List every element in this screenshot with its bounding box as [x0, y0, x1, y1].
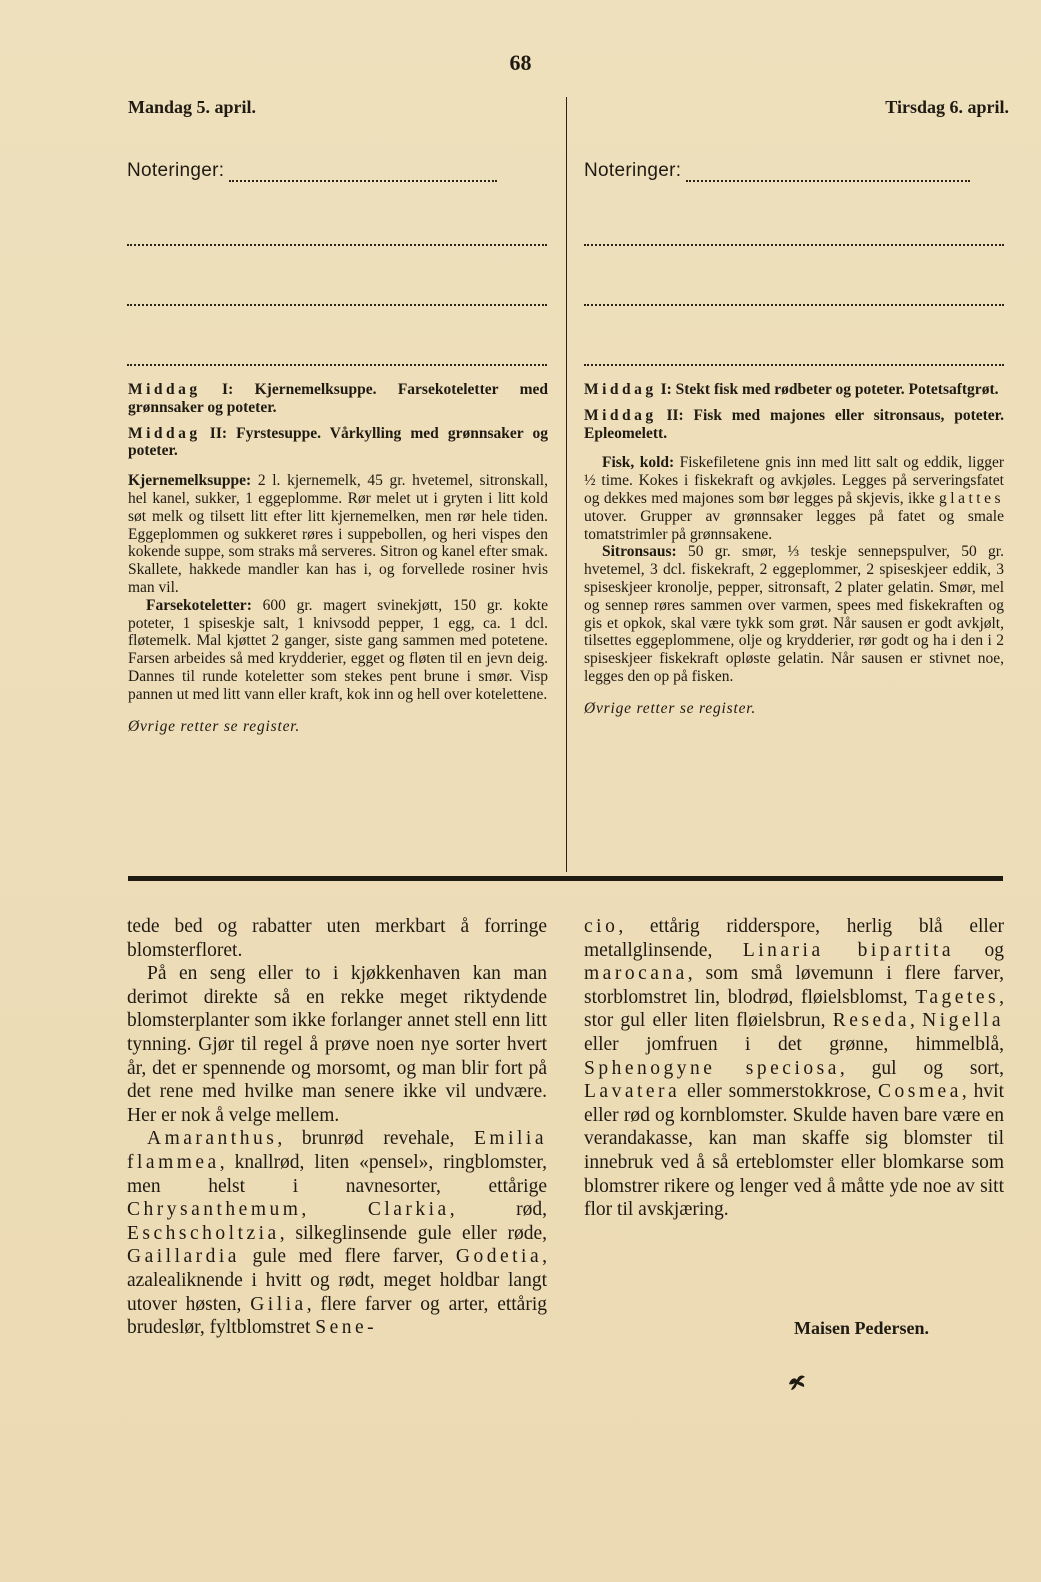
article-plant-list-continued	[584, 915, 1004, 1222]
right-notes-label: Noteringer:	[584, 160, 682, 181]
article-text: , stor gul eller liten fløielsbrun,	[584, 986, 1004, 1032]
recipe-text: utover. Grupper av grønnsaker legges på fatet og smale tomatstrimler på grønnsakene.	[584, 507, 1004, 543]
right-notes-section	[584, 160, 1004, 366]
left-recipe-1	[128, 472, 548, 597]
article-text: ,	[910, 1010, 923, 1032]
article-text: , azalealiknende i hvitt og rødt, meget holdbar langt utover høsten,	[127, 1246, 547, 1315]
plant-name: Amaranthus	[147, 1128, 278, 1150]
left-notes-label: Noteringer:	[127, 160, 225, 181]
recipe-emphasis: glattes	[939, 489, 1004, 507]
left-notes-dotted-line	[229, 180, 497, 182]
article-text: , brunrød revehale,	[277, 1128, 474, 1150]
article-text: , som små løvemunn i flere farver, storblomstret lin, blodrød, fløielsblomst,	[584, 963, 1004, 1008]
article-text: gule med flere farver,	[239, 1246, 456, 1268]
recipe-title: Kjernemelksuppe:	[128, 472, 252, 490]
recipe-title: Farsekoteletter:	[146, 596, 252, 614]
left-recipes	[128, 381, 548, 735]
recipe-title: Fisk, kold:	[602, 454, 675, 472]
article-text: , gul og sort,	[839, 1057, 1004, 1079]
plant-name: Nigella	[922, 1010, 1005, 1032]
left-menu-1	[128, 381, 548, 417]
article-text: og	[954, 939, 1005, 961]
article-text: , silkeglinsende gule eller røde,	[279, 1222, 547, 1244]
left-day-date: Mandag 5. april.	[128, 97, 257, 117]
article-text: , rød,	[449, 1199, 547, 1221]
plant-name: Sene-	[315, 1317, 378, 1339]
recipe-text: 50 gr. smør, ⅓ teskje sennepspulver, 50 gr. hvetemel, 3 dcl. fiskekraft, 2 eggeplommer, 2 spiseskjeer eddik, 3 spiseskjeer kronolje, pepper, sitronsaft, 2 plater gelatin. Smør, mel og sennep røres sammen over varmen, spees med fiskekraften og gis et opkok, skal være tykk som grøt. Når sausen er godt avkjølt, tilsettes eggeplommene, olje og krydderier, rør godt og ha i den i 2 spiseskjeer fiskekraft opløste gelatin. Når sausen er stivnet noe, legges den op på fisken.	[584, 543, 1004, 685]
right-menu-1	[584, 381, 1004, 399]
article-paragraph: tede bed og rabatter uten merkbart å forringe blomsterfloret.	[127, 916, 547, 961]
left-notes-line	[127, 246, 547, 306]
menu-prefix: Middag	[584, 381, 657, 398]
plant-name: Tagetes	[915, 986, 1000, 1008]
menu-text: II: Fisk med majones eller sitronsaus, poteter. Epleomelett.	[584, 406, 1004, 442]
right-recipe-2	[584, 543, 1004, 685]
right-recipe-1	[584, 454, 1004, 543]
plant-name: Emilia flammea	[127, 1128, 547, 1173]
left-notes-first-line	[127, 160, 547, 186]
left-menu-2	[128, 425, 548, 461]
article-text: , knallrød, liten «pensel», ringblomster, men helst i navnesorter, ettårige	[127, 1151, 547, 1197]
plant-name: Clarkia	[367, 1199, 450, 1221]
plant-name: cio	[584, 916, 619, 937]
left-notes-line	[127, 186, 547, 246]
plant-name: Gilia	[250, 1293, 307, 1315]
right-register-note: Øvrige retter se register.	[584, 699, 757, 717]
plant-name: Sphenogyne speciosa	[584, 1057, 840, 1079]
plant-name: Chrysanthemum	[127, 1199, 302, 1221]
column-divider	[566, 97, 567, 872]
plant-name: marocana	[584, 963, 688, 985]
article-text: eller jomfruen i det grønne, himmelblå,	[584, 1033, 1004, 1055]
article-text: eller sommerstokkrose,	[680, 1081, 879, 1103]
right-notes-line	[584, 186, 1004, 246]
plant-name: Godetia	[455, 1246, 543, 1268]
menu-prefix: Middag	[128, 381, 201, 398]
right-notes-line	[584, 306, 1004, 366]
right-recipes	[584, 381, 1004, 718]
plant-name: Eschscholtzia	[127, 1222, 280, 1244]
left-recipe-2	[128, 597, 548, 704]
plant-name: Lavatera	[584, 1081, 681, 1103]
right-menu-2	[584, 407, 1004, 443]
menu-text: I: Stekt fisk med rødbeter og poteter. Potetsaftgrøt.	[656, 381, 999, 398]
article-text: , flere farver og arter, ettårig brudeslør, fyltblomstret	[127, 1293, 547, 1339]
article-text: ,	[301, 1199, 368, 1221]
menu-text: I: Kjernemelksuppe. Farsekoteletter med grønnsaker og poteter.	[128, 381, 548, 416]
left-register-note: Øvrige retter se register.	[128, 717, 301, 735]
right-day-date: Tirsdag 6. april.	[885, 97, 1009, 117]
page-number: 68	[509, 50, 532, 75]
plant-name: Reseda	[832, 1010, 911, 1032]
recipe-text: 2 l. kjernemelk, 45 gr. hvetemel, sitronskall, hel kanel, sukker, 1 eggeplomme. Rør melet ut i gryten i litt kold søt melk og tilsett litt efter litt kjernemelken, men rør hele tiden. Eggeplommen og sukkeret røres i suppebollen, og heri vispes den kokende suppe, som straks må serveres. Sitron og kanel efter smak. Skallete, hakkede mandler kan has i, og forvellede rosiner hvis man vil.	[128, 472, 548, 596]
flower-ornament-icon	[785, 1370, 809, 1394]
right-notes-line	[584, 246, 1004, 306]
menu-prefix: Middag	[584, 406, 657, 424]
article-text: , hvit eller rød og kornblomster. Skulde haven bare være en verandakasse, kan man skaffe sig blomster til innebruk ved å så erteblomster eller blomkarse som blomstrer rikere og lenger ved å måtte yde noe av sitt flor til avskjæring.	[584, 1081, 1004, 1221]
left-notes-line	[127, 306, 547, 366]
right-notes-dotted-line	[686, 180, 970, 182]
right-notes-first-line	[584, 160, 1004, 186]
article-paragraph: På en seng eller to i kjøkkenhaven kan man derimot direkte så en rekke meget riktydende blomsterplanter som ikke forlanger annet stell enn litt tynning. Gjør til regel å prøve noen nye sorter hvert år, det er spennende og morsomt, og man blir fort på det rene med hvilke man senere ikke vil undvære. Her er nok å velge mellem.	[127, 963, 547, 1126]
section-divider	[128, 876, 1003, 881]
recipe-title: Sitronsaus:	[602, 543, 677, 561]
menu-prefix: Middag	[128, 424, 201, 442]
article-right-column	[584, 915, 1004, 1222]
left-notes-section	[127, 160, 547, 366]
article-left-column	[127, 915, 547, 1340]
plant-name: Linaria bipartita	[742, 939, 955, 961]
plant-name: Gaillardia	[127, 1246, 240, 1268]
article-text: , ettårig ridderspore, herlig blå eller metallglinsende,	[584, 916, 1004, 961]
menu-text: II: Fyrstesuppe. Vårkylling med grønnsaker og poteter.	[128, 424, 548, 460]
recipe-text: Fiskefiletene gnis inn med litt salt og eddik, ligger ½ time. Kokes i fiskekraft og avkjøles. Legges på serveringsfatet og dekkes med majones som bør legges på skjevis, ikke	[584, 454, 1005, 507]
article-plant-list	[127, 1127, 547, 1339]
plant-name: Cosmea	[878, 1081, 962, 1103]
author-signature: Maisen Pedersen.	[794, 1318, 929, 1338]
recipe-text: 600 gr. magert svinekjøtt, 150 gr. kokte poteter, 1 spiseskje salt, 1 knivsodd pepper, 1 egg, ca. 1 dcl. fløtemelk. Mal kjøttet 2 ganger, siste gang sammen med potetene. Farsen arbeides så med krydderier, egget og fløten til en jevn deig. Dannes til runde koteletter som stekes pent brune i smør. Visp pannen ut med litt vann eller kraft, kok inn og hell over kotelettene.	[128, 596, 548, 703]
